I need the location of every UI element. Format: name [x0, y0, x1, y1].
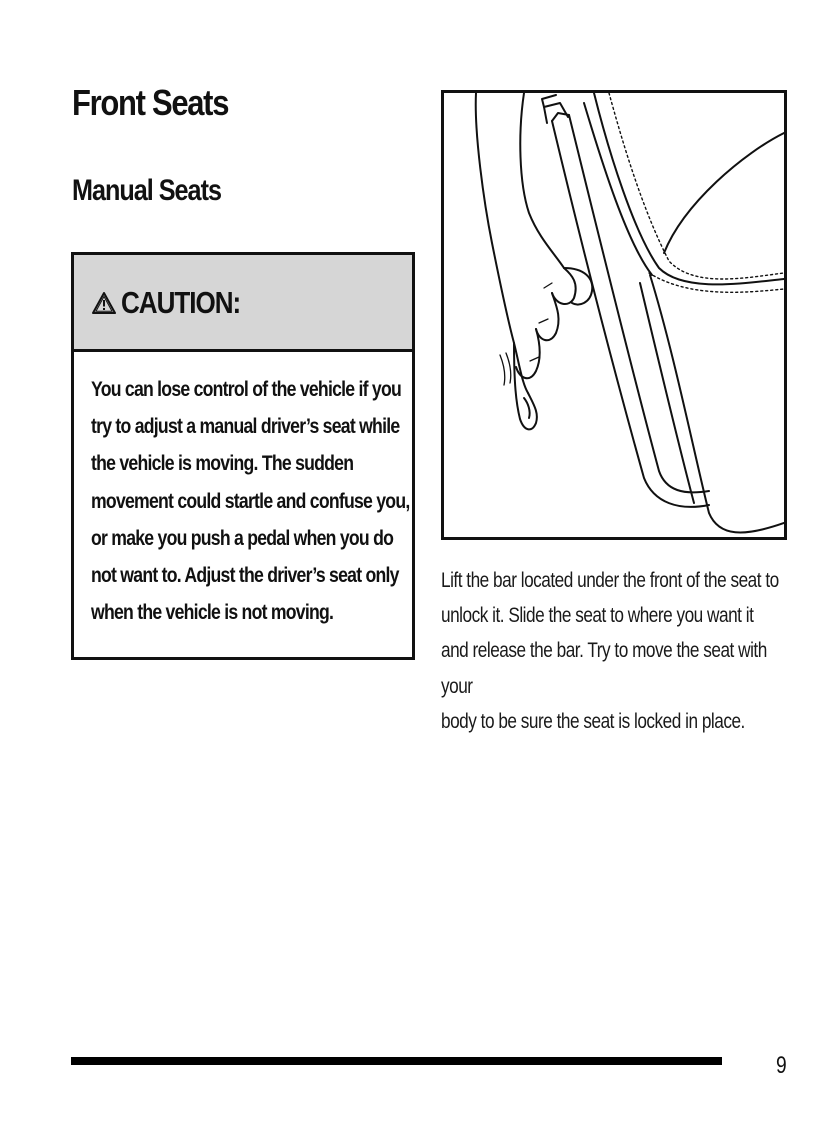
caution-line: You can lose control of the vehicle if you [91, 378, 401, 401]
caution-line: movement could startle and confuse you, [91, 489, 410, 513]
footer-rule [71, 1057, 722, 1065]
caution-label: CAUTION: [121, 285, 241, 320]
page-number: 9 [776, 1052, 787, 1079]
caution-line: or make you push a pedal when you do [91, 526, 394, 550]
section-title: Manual Seats [72, 174, 221, 207]
caution-header [74, 255, 412, 352]
instruction-line: unlock it. Slide the seat to where you want it [441, 604, 754, 628]
instruction-line: body to be sure the seat is locked in place. [441, 709, 745, 733]
caution-text [91, 371, 410, 631]
page-title: Front Seats [72, 82, 229, 123]
caution-line: try to adjust a manual driver’s seat while [91, 415, 400, 439]
instruction-line: Lift the bar located under the front of the seat to [441, 569, 779, 592]
caution-box [71, 252, 415, 660]
seat-adjust-illustration [441, 90, 787, 540]
caution-line: the vehicle is moving. The sudden [91, 452, 354, 476]
instructions-text [441, 563, 785, 739]
caution-line: when the vehicle is not moving. [91, 601, 334, 625]
instruction-line: and release the bar. Try to move the seat with your [441, 639, 767, 698]
seat-bar-drawing [444, 93, 784, 537]
caution-line: not want to. Adjust the driver’s seat only [91, 564, 399, 588]
warning-triangle-icon [92, 291, 116, 315]
